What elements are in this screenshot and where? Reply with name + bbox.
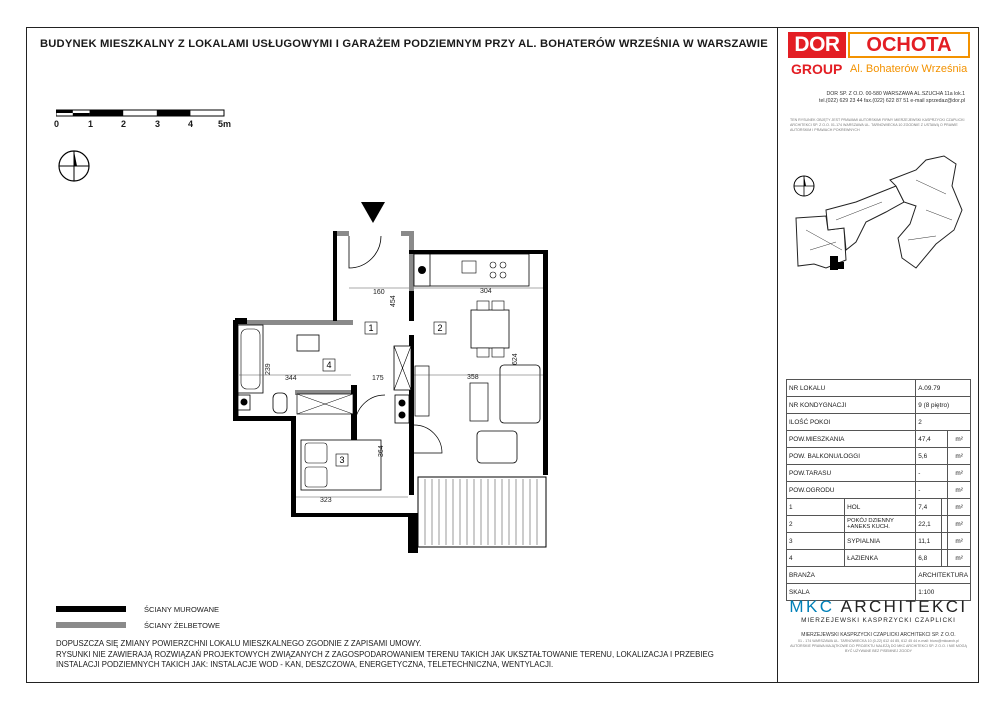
- row-ilosc-pokoi: ILOŚĆ POKOI 2: [787, 414, 971, 431]
- row-pow-ogrodu: POW.OGRODU - m²: [787, 482, 971, 499]
- dim-175: 175: [372, 375, 384, 382]
- room-row: 3 SYPIALNIA 11,1 m²: [787, 533, 971, 550]
- disclaimer: [56, 639, 714, 671]
- room-row: 1 HOL 7,4 m²: [787, 499, 971, 516]
- disclaimer-line-3: INSTALACJI PODZIEMNYCH TAKICH JAK: INSTALACJE WOD - KAN, DESZCZOWA, ENERGETYCZNA, TELETECHNICZNA, WENTYLACJI.: [56, 660, 554, 669]
- wall-legend: [56, 601, 220, 633]
- dim-344: 344: [285, 375, 297, 382]
- dim-323: 323: [320, 497, 332, 504]
- disclaimer-line-2: RYSUNKI NIE ZAWIERAJĄ ROZWIĄZAŃ PROJEKTOWYCH ZWIĄZANYCH Z ZAGOSPODAROWANIEM TERENU TAKICH JAK UKSZTAŁTOWANIE TERENU, LOKALIZACJA I PRZEBIEG: [56, 649, 714, 659]
- dim-160: 160: [373, 289, 385, 296]
- mkc-logo: [786, 597, 971, 617]
- dim-624: 624: [512, 353, 519, 365]
- panel-divider: [777, 27, 778, 683]
- scale-label-2: 2: [121, 119, 127, 129]
- dim-239: 239: [265, 363, 272, 375]
- mkc-mark: MKC: [789, 597, 835, 616]
- dim-364: 364: [378, 445, 385, 457]
- room-number-4: 4: [326, 360, 332, 370]
- row-pow-mieszkania: POW.MIESZKANIA 47,4 m²: [787, 431, 971, 448]
- architect-fine-print: AUTORSKIE PRAWA MAJĄTKOWE DO PROJEKTU NALEŻĄ DO MKC ARCHITEKCI SP. Z O.O. I NIE MOGĄ BYĆ UŻYWANE BEZ PISEMNEJ ZGODY: [790, 643, 967, 653]
- apartment-info-table: [786, 379, 971, 601]
- contact-line-2: tel.(022) 629 23 44 fax.(022) 622 87 51 e-mail sprzedaz@dor.pl: [819, 98, 965, 104]
- scale-label-3: 3: [155, 119, 161, 129]
- architect-block: [786, 597, 971, 654]
- apartment-location-marker: [830, 256, 838, 270]
- architect-names: MIERZEJEWSKI KASPRZYCKI CZAPLICKI: [801, 617, 956, 624]
- floor-plan: [225, 195, 560, 555]
- sofa: [500, 365, 540, 423]
- disclaimer-line-1: DOPUSZCZA SIĘ ZMIANY POWIERZCHNI LOKALU MIESZKALNEGO ZGODNIE Z ZAPISAMI UMOWY.: [56, 639, 422, 648]
- north-arrow-icon: [56, 148, 92, 184]
- toilet: [273, 393, 287, 413]
- rights-note: TEN RYSUNEK OBJĘTY JEST PRAWAMI AUTORSKIMI FIRMY MIERZEJEWSKI KASPRZYCKI CZAPLICKI ARCHITEKCI SP. Z O.O. 01-174 WARSZAWA UL. TARNOWIECKA 10 ZGODNIE Z USTAWĄ O PRAWIE AUTORSKIM I PRAWACH POKREWNYCH: [790, 118, 965, 132]
- dim-304: 304: [480, 288, 492, 295]
- scale-label-0: 0: [54, 119, 60, 129]
- room-row: 4 ŁAZIENKA 6,8 m²: [787, 550, 971, 567]
- dim-358: 358: [467, 374, 479, 381]
- row-pow-tarasu: POW.TARASU - m²: [787, 465, 971, 482]
- scale-label-1: 1: [88, 119, 94, 129]
- concrete-wall-swatch: [56, 622, 126, 628]
- scale-bar: [56, 109, 236, 119]
- logo-subtitle: Al. Bohaterów Września: [850, 63, 968, 75]
- room-row: 2 POKÓJ DZIENNY +ANEKS KUCH. 22,1 m²: [787, 516, 971, 533]
- contact-line-1: DOR SP. Z O.O. 00-580 WARSZAWA AL.SZUCHA 11a lok.1: [826, 91, 965, 97]
- scale-label-4: 4: [188, 119, 194, 129]
- row-skala: SKALA 1:100: [787, 584, 971, 601]
- logo-ochota: OCHOTA: [848, 32, 970, 58]
- balcony: [418, 477, 546, 547]
- washbasin: [297, 335, 319, 351]
- dining-table: [471, 310, 509, 348]
- row-nr-lokalu: NR LOKALU A.09.79: [787, 380, 971, 397]
- scale-label-5: 5m: [218, 119, 232, 129]
- developer-contact: [790, 91, 965, 105]
- mkc-architekci: ARCHITEKCI: [840, 597, 968, 616]
- architect-address: 01 - 174 WARSZAWA UL. TARNOWIECKA 10 (0-22) 612 44 85, 612 45 44 e-mail: biuro@mkcarch.pl: [798, 638, 959, 643]
- dor-ochota-logo: [788, 32, 970, 82]
- room-number-3: 3: [339, 455, 345, 465]
- dim-454: 454: [390, 295, 397, 307]
- row-nr-kondygnacji: NR KONDYGNACJI 9 (8 piętro): [787, 397, 971, 414]
- brick-wall-swatch: [56, 606, 126, 612]
- row-pow-balkonu: POW. BALKONU/LOGGI 5,6 m²: [787, 448, 971, 465]
- entrance-marker-icon: [361, 202, 385, 223]
- logo-dor: DOR: [788, 32, 846, 58]
- legend-concrete-label: ŚCIANY ŻELBETOWE: [144, 620, 220, 630]
- legend-brick-label: ŚCIANY MUROWANE: [144, 604, 220, 614]
- logo-group: GROUP: [791, 61, 843, 77]
- room-number-1: 1: [368, 323, 374, 333]
- architect-company: MIERZEJEWSKI KASPRZYCKI CZAPLICKI ARCHITEKCI SP. Z O.O.: [801, 632, 956, 638]
- project-title: BUDYNEK MIESZKALNY Z LOKALAMI USŁUGOWYMI I GARAŻEM PODZIEMNYM PRZY AL. BOHATERÓW WRZEŚNIA W WARSZAWIE: [40, 38, 768, 50]
- room-number-2: 2: [437, 323, 443, 333]
- row-branza: BRANŻA ARCHITEKTURA: [787, 567, 971, 584]
- key-plan: [786, 150, 971, 275]
